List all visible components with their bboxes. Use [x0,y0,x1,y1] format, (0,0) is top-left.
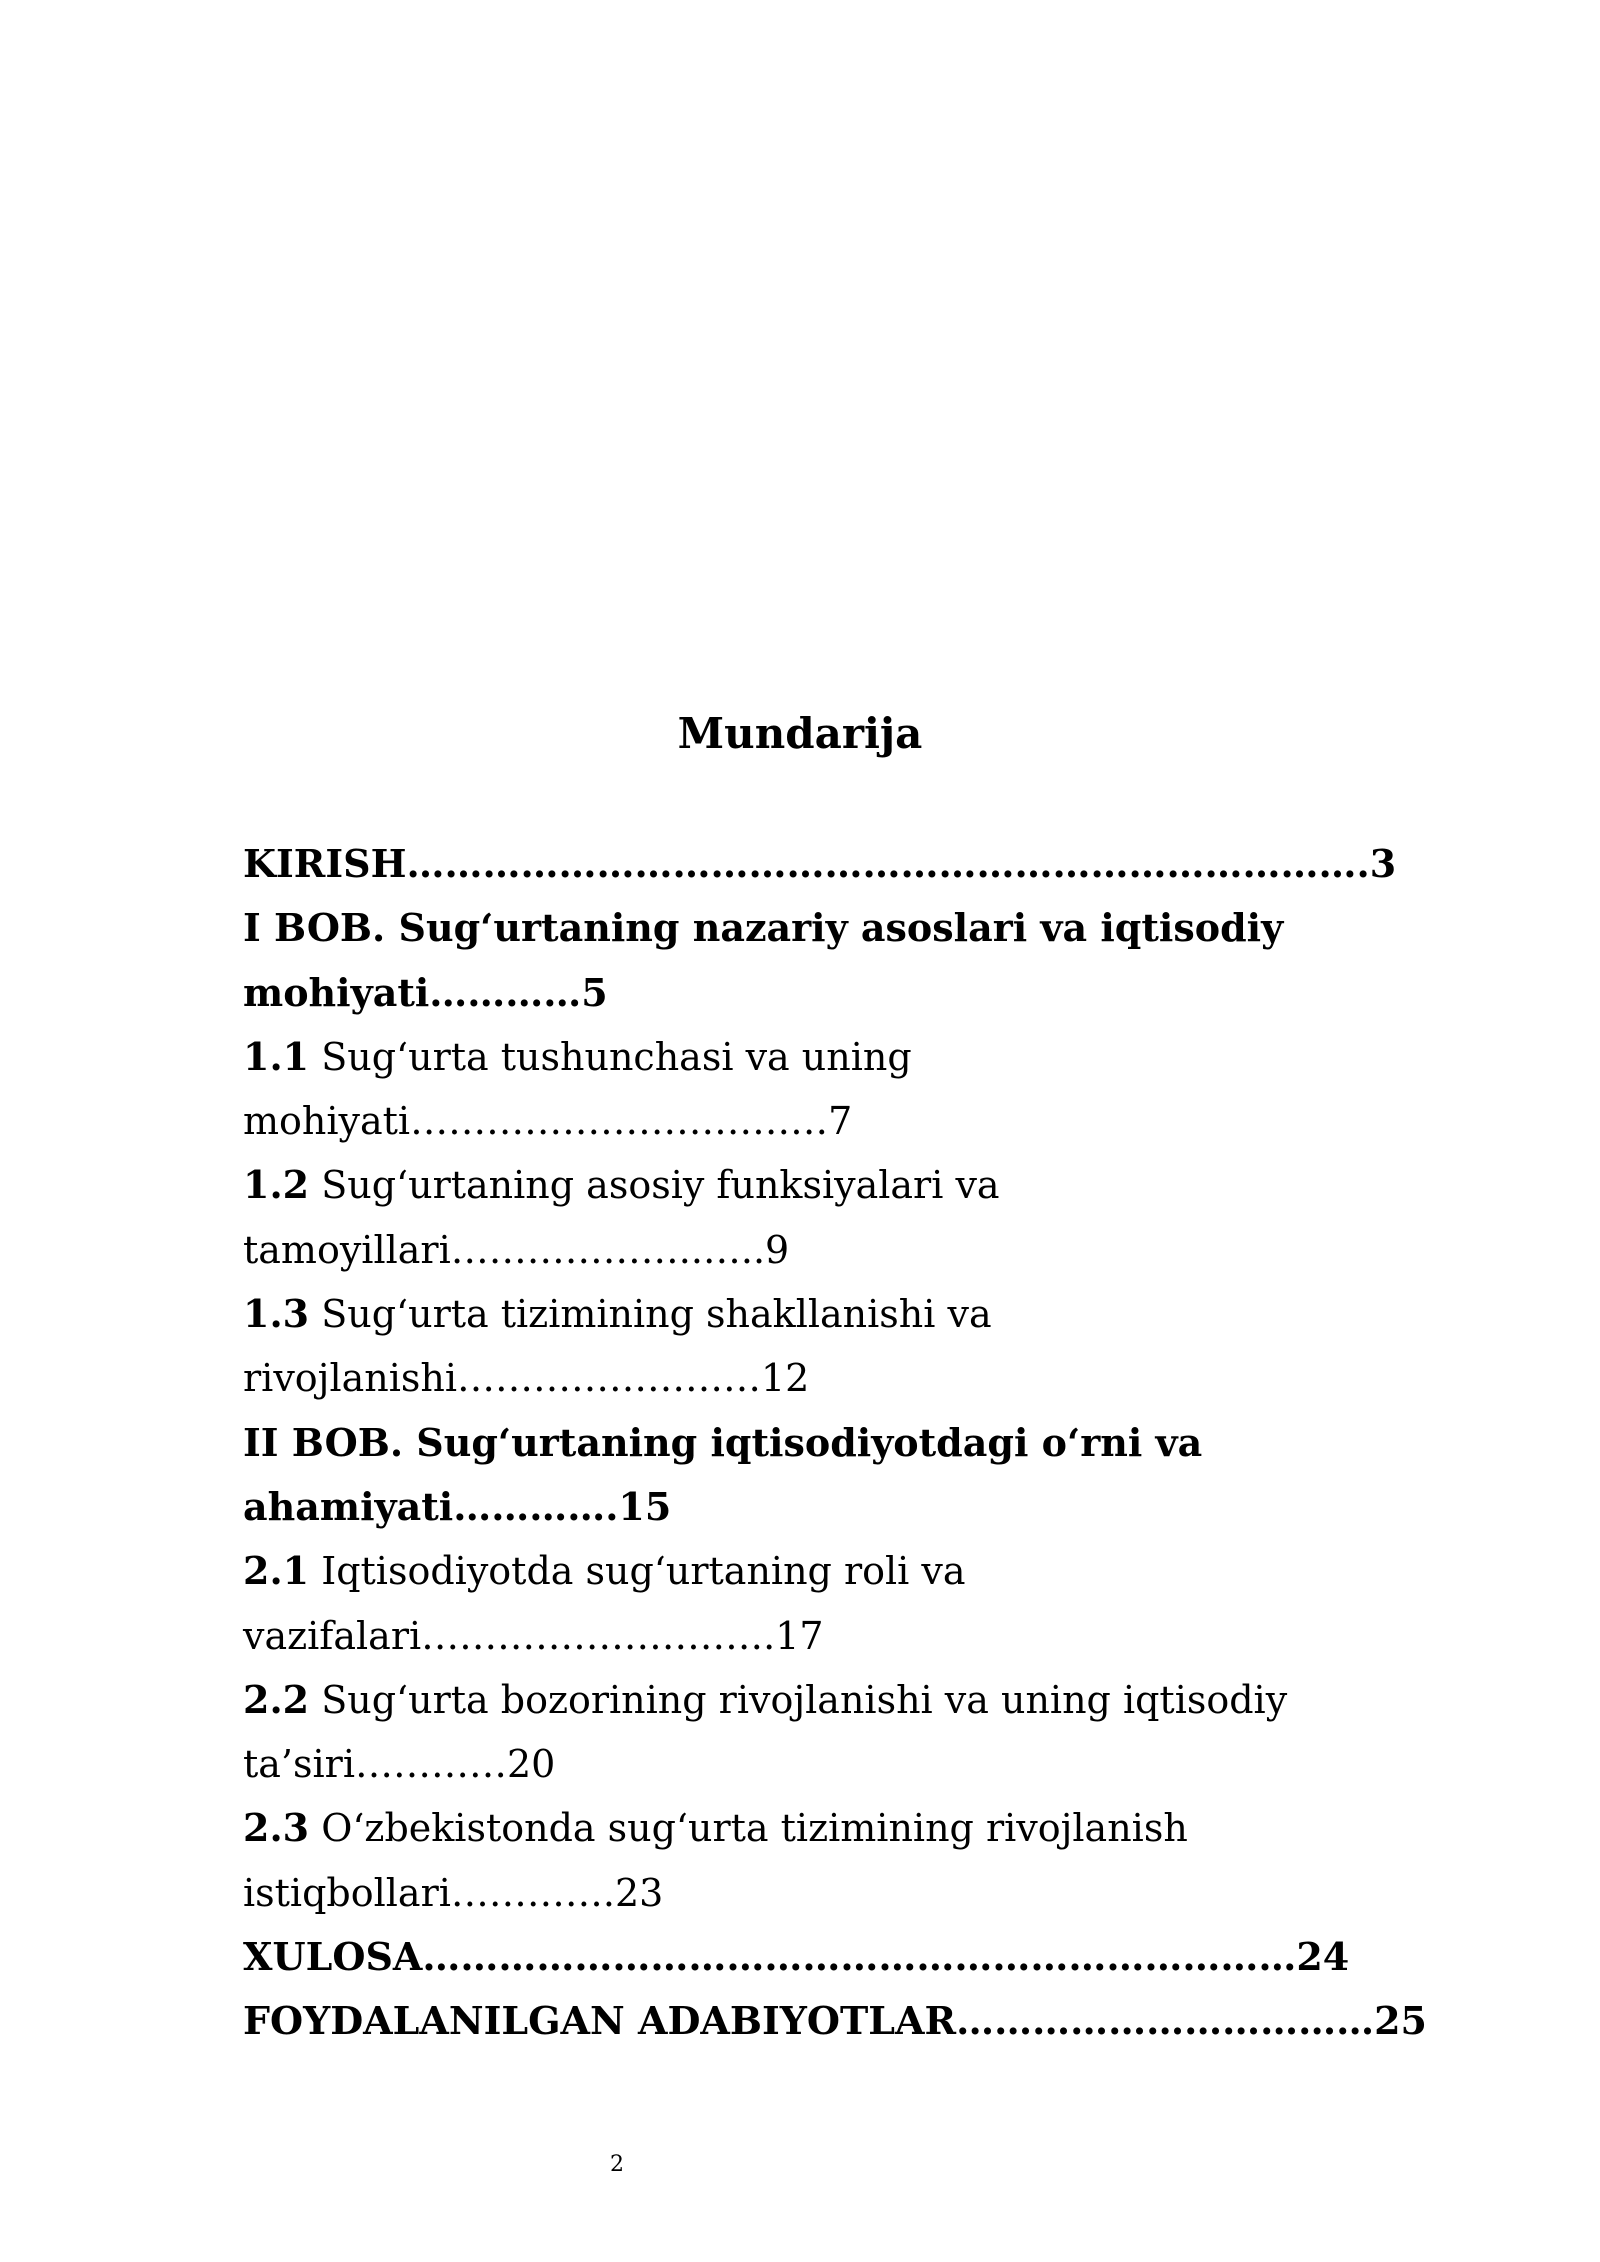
toc-entry-2-3-line2[interactable]: istiqbollari………….23 [243,1870,664,1915]
toc-section-title: O‘zbekistonda sug‘urta tizimining rivojlanish [309,1806,1188,1851]
page-title: Mundarija [677,709,923,758]
toc-entry-1-2-line2[interactable]: tamoyillari………………..…..9 [243,1227,790,1272]
toc-section-title: Sug‘urta bozorining rivojlanishi va uning iqtisodiy [309,1677,1288,1722]
toc-section-title: Sug‘urta tushunchasi va uning [309,1034,912,1079]
toc-entry-1-3[interactable] [243,1282,1393,1346]
toc-section-number: 1.1 [243,1033,310,1079]
table-of-contents [243,832,1427,2054]
toc-section-number: 2.3 [243,1805,310,1851]
toc-entry-2-2-line2[interactable]: ta’siri…………20 [243,1742,556,1787]
toc-entry-bob2-line2[interactable]: ahamiyati………….15 [243,1483,672,1529]
toc-entry-1-1-line2[interactable]: mohiyati……………………………7 [243,1099,853,1144]
toc-entry-bob2-line1[interactable]: II BOB. Sug‘urtaning iqtisodiyotdagi o‘rni va [243,1419,1203,1465]
toc-section-title: Sug‘urta tizimining shakllanishi va [309,1292,992,1337]
toc-entry-kirish[interactable]: KIRISH………………………………………………………………….3 [243,841,1397,886]
toc-section-title: Sug‘urtaning asosiy funksiyalari va [309,1163,1000,1208]
page-number: 2 [610,2152,624,2177]
toc-section-number: 2.2 [243,1676,310,1722]
toc-entry-adabiyotlar[interactable]: FOYDALANILGAN ADABIYOTLAR……………………………25 [243,1998,1427,2044]
toc-entry-2-2[interactable] [243,1668,1393,1732]
toc-entry-bob1-line2[interactable]: mohiyati…………5 [243,969,608,1015]
toc-entry-2-1-line2[interactable]: vazifalari……………………….17 [243,1613,824,1658]
toc-section-number: 2.1 [243,1548,310,1594]
toc-section-title: Iqtisodiyotda sug‘urtaning roli va [309,1549,966,1594]
toc-entry-1-1[interactable] [243,1025,1393,1089]
toc-section-number: 1.2 [243,1162,310,1208]
toc-entry-xulosa[interactable]: XULOSA……………………………………………………………24 [243,1934,1350,1980]
toc-entry-bob1-line1[interactable]: I BOB. Sug‘urtaning nazariy asoslari va iqtisodiy [243,905,1284,951]
toc-entry-1-3-line2[interactable]: rivojlanishi……………………12 [243,1356,810,1401]
toc-entry-2-3[interactable] [243,1796,1393,1860]
toc-entry-2-1[interactable] [243,1539,1393,1603]
toc-section-number: 1.3 [243,1291,310,1337]
toc-entry-1-2[interactable] [243,1153,1393,1217]
